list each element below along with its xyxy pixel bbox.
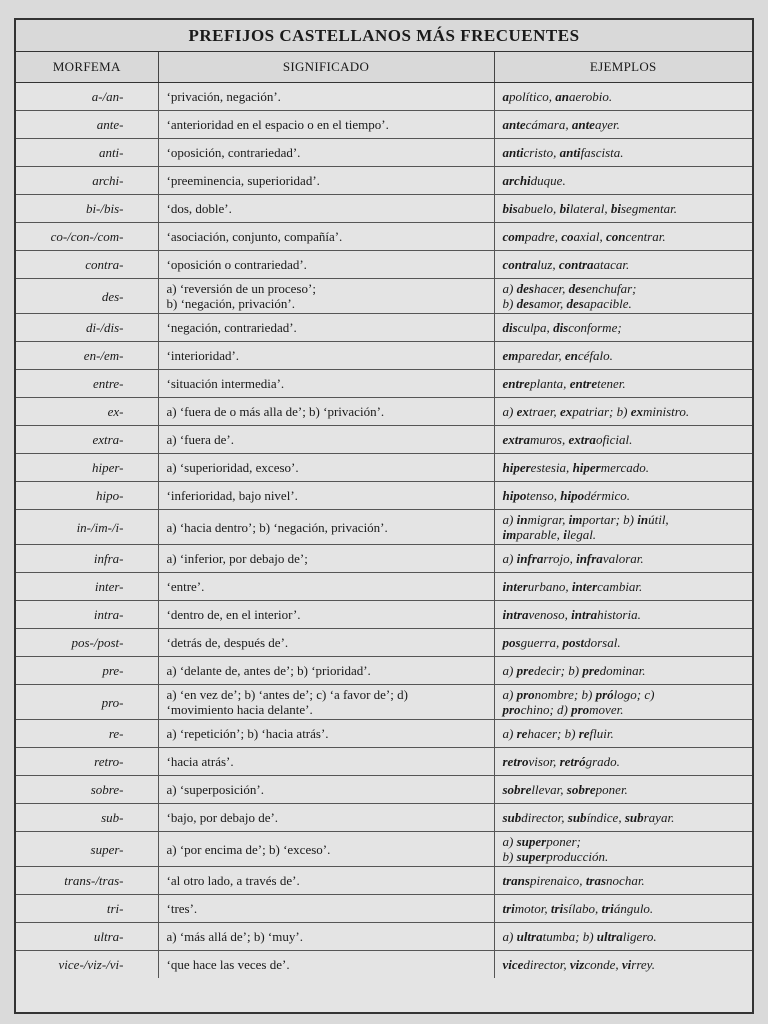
prefix-highlight: dis <box>553 320 569 335</box>
prefix-highlight: contra <box>502 257 538 272</box>
prefix-highlight: in <box>637 512 649 527</box>
significado-cell: ‘que hace las veces de’. <box>158 951 494 979</box>
ejemplos-cell: a) pronombre; b) prólogo; c) prochino; d) promover. <box>494 685 752 720</box>
table-row <box>16 804 752 832</box>
ejemplos-cell: a) rehacer; b) refluir. <box>494 720 752 748</box>
ejemplos-cell: a) inmigrar, importar; b) inútil, imparable, ilegal. <box>494 510 752 545</box>
table-row <box>16 748 752 776</box>
significado-cell: ‘dentro de, en el interior’. <box>158 601 494 629</box>
prefix-highlight: hiper <box>572 460 601 475</box>
ejemplos-cell: hipotenso, hipodérmico. <box>494 482 752 510</box>
table-row <box>16 482 752 510</box>
morfema-cell: di-/dis- <box>16 314 158 342</box>
morfema-cell: hipo- <box>16 482 158 510</box>
prefix-highlight: pró <box>595 687 614 702</box>
significado-cell: a) ‘inferior, por debajo de’; <box>158 545 494 573</box>
prefix-highlight: sobre <box>566 782 596 797</box>
morfema-cell: sub- <box>16 804 158 832</box>
prefix-highlight: bi <box>610 201 621 216</box>
morfema-cell: hiper- <box>16 454 158 482</box>
morfema-cell: tri- <box>16 895 158 923</box>
prefix-table <box>16 52 752 978</box>
significado-cell: a) ‘delante de, antes de’; b) ‘prioridad’. <box>158 657 494 685</box>
table-row <box>16 370 752 398</box>
table-row <box>16 139 752 167</box>
prefix-highlight: i <box>563 527 567 542</box>
prefix-highlight: infra <box>516 551 544 566</box>
morfema-cell: super- <box>16 832 158 867</box>
prefix-highlight: viz <box>569 957 585 972</box>
table-row <box>16 426 752 454</box>
table-row <box>16 111 752 139</box>
ejemplos-cell: bisabuelo, bilateral, bisegmentar. <box>494 195 752 223</box>
prefix-highlight: ex <box>516 404 529 419</box>
prefix-highlight: inter <box>502 579 528 594</box>
prefix-highlight: an <box>555 89 569 104</box>
significado-cell: a) ‘reversión de un proceso’; b) ‘negación, privación’. <box>158 279 494 314</box>
significado-cell: ‘situación intermedia’. <box>158 370 494 398</box>
significado-cell: ‘detrás de, después de’. <box>158 629 494 657</box>
table-row <box>16 685 752 720</box>
table-row <box>16 510 752 545</box>
ejemplos-cell: a) ultratumba; b) ultraligero. <box>494 923 752 951</box>
significado-cell: a) ‘superposición’. <box>158 776 494 804</box>
table-row <box>16 951 752 979</box>
prefix-highlight: extra <box>568 432 596 447</box>
prefix-highlight: sub <box>567 810 587 825</box>
header-ejemplos: EJEMPLOS <box>494 52 752 83</box>
prefix-highlight: extra <box>502 432 530 447</box>
ejemplos-cell: sobrellevar, sobreponer. <box>494 776 752 804</box>
prefix-highlight: retró <box>559 754 586 769</box>
ejemplos-cell: transpirenaico, trasnochar. <box>494 867 752 895</box>
morfema-cell: vice-/viz-/vi- <box>16 951 158 979</box>
prefix-highlight: ultra <box>596 929 623 944</box>
morfema-cell: ante- <box>16 111 158 139</box>
ejemplos-cell: retrovisor, retrógrado. <box>494 748 752 776</box>
prefix-highlight: pro <box>571 702 590 717</box>
prefix-highlight: des <box>566 296 584 311</box>
morfema-cell: en-/em- <box>16 342 158 370</box>
prefix-highlight: co <box>561 229 574 244</box>
prefix-highlight: con <box>606 229 626 244</box>
ejemplos-cell: a) predecir; b) predominar. <box>494 657 752 685</box>
table-row <box>16 454 752 482</box>
prefix-highlight: re <box>516 726 528 741</box>
significado-cell: ‘inferioridad, bajo nivel’. <box>158 482 494 510</box>
ejemplos-cell: contraluz, contraatacar. <box>494 251 752 279</box>
ejemplos-cell: interurbano, intercambiar. <box>494 573 752 601</box>
prefix-highlight: contra <box>558 257 594 272</box>
table-row <box>16 867 752 895</box>
prefix-highlight: en <box>564 348 578 363</box>
significado-cell: a) ‘en vez de’; b) ‘antes de’; c) ‘a favor de’; d) ‘movimiento hacia delante’. <box>158 685 494 720</box>
prefix-highlight: vice <box>502 957 524 972</box>
morfema-cell: intra- <box>16 601 158 629</box>
significado-cell: ‘dos, doble’. <box>158 195 494 223</box>
morfema-cell: archi- <box>16 167 158 195</box>
ejemplos-cell: a) extraer, expatriar; b) exministro. <box>494 398 752 426</box>
ejemplos-cell: posguerra, postdorsal. <box>494 629 752 657</box>
ejemplos-cell: subdirector, subíndice, subrayar. <box>494 804 752 832</box>
significado-cell: ‘privación, negación’. <box>158 83 494 111</box>
morfema-cell: re- <box>16 720 158 748</box>
table-row <box>16 923 752 951</box>
table-row <box>16 832 752 867</box>
prefix-highlight: tri <box>550 901 564 916</box>
morfema-cell: ultra- <box>16 923 158 951</box>
significado-cell: ‘al otro lado, a través de’. <box>158 867 494 895</box>
prefix-highlight: anti <box>502 145 524 160</box>
significado-cell: a) ‘más allá de’; b) ‘muy’. <box>158 923 494 951</box>
document-page <box>14 18 754 1014</box>
prefix-highlight: tri <box>601 901 614 916</box>
morfema-cell: contra- <box>16 251 158 279</box>
prefix-highlight: in <box>516 512 528 527</box>
prefix-highlight: entre <box>502 376 530 391</box>
ejemplos-cell: vicedirector, vizconde, virrey. <box>494 951 752 979</box>
morfema-cell: bi-/bis- <box>16 195 158 223</box>
morfema-cell: pre- <box>16 657 158 685</box>
prefix-highlight: hipo <box>502 488 527 503</box>
ejemplos-cell: extramuros, extraoficial. <box>494 426 752 454</box>
table-row <box>16 629 752 657</box>
morfema-cell: trans-/tras- <box>16 867 158 895</box>
table-row <box>16 83 752 111</box>
prefix-highlight: pro <box>502 702 521 717</box>
prefix-highlight: a <box>502 89 509 104</box>
table-row <box>16 895 752 923</box>
prefix-highlight: des <box>568 281 586 296</box>
significado-cell: ‘oposición o contrariedad’. <box>158 251 494 279</box>
significado-cell: ‘bajo, por debajo de’. <box>158 804 494 832</box>
prefix-highlight: post <box>562 635 585 650</box>
morfema-cell: pro- <box>16 685 158 720</box>
header-morfema: MORFEMA <box>16 52 158 83</box>
morfema-cell: pos-/post- <box>16 629 158 657</box>
prefix-highlight: pre <box>582 663 600 678</box>
morfema-cell: co-/con-/com- <box>16 223 158 251</box>
significado-cell: ‘asociación, conjunto, compañía’. <box>158 223 494 251</box>
prefix-highlight: dis <box>502 320 518 335</box>
significado-cell: ‘tres’. <box>158 895 494 923</box>
table-row <box>16 251 752 279</box>
table-row <box>16 398 752 426</box>
prefix-highlight: intra <box>571 607 598 622</box>
prefix-highlight: super <box>516 834 547 849</box>
table-row <box>16 657 752 685</box>
morfema-cell: des- <box>16 279 158 314</box>
morfema-cell: a-/an- <box>16 83 158 111</box>
ejemplos-cell: emparedar, encéfalo. <box>494 342 752 370</box>
ejemplos-cell: a) deshacer, desenchufar; b) desamor, desapacible. <box>494 279 752 314</box>
ejemplos-cell: trimotor, trisílabo, triángulo. <box>494 895 752 923</box>
prefix-highlight: entre <box>569 376 598 391</box>
morfema-cell: in-/im-/i- <box>16 510 158 545</box>
header-significado: SIGNIFICADO <box>158 52 494 83</box>
prefix-highlight: retro <box>502 754 529 769</box>
prefix-highlight: pro <box>516 687 535 702</box>
prefix-highlight: archi <box>502 173 531 188</box>
ejemplos-cell: disculpa, disconforme; <box>494 314 752 342</box>
prefix-highlight: im <box>502 527 517 542</box>
prefix-highlight: tras <box>585 873 607 888</box>
significado-cell: a) ‘superioridad, exceso’. <box>158 454 494 482</box>
prefix-highlight: des <box>516 281 534 296</box>
table-row <box>16 601 752 629</box>
ejemplos-cell: compadre, coaxial, concentrar. <box>494 223 752 251</box>
morfema-cell: infra- <box>16 545 158 573</box>
prefix-highlight: intra <box>502 607 529 622</box>
prefix-highlight: sobre <box>502 782 532 797</box>
table-row <box>16 720 752 748</box>
header-row <box>16 52 752 83</box>
prefix-highlight: hiper <box>502 460 531 475</box>
significado-cell: ‘preeminencia, superioridad’. <box>158 167 494 195</box>
prefix-highlight: em <box>502 348 519 363</box>
significado-cell: ‘anterioridad en el espacio o en el tiempo’. <box>158 111 494 139</box>
table-body <box>16 83 752 979</box>
ejemplos-cell: anticristo, antifascista. <box>494 139 752 167</box>
prefix-highlight: sub <box>502 810 522 825</box>
significado-cell: ‘negación, contrariedad’. <box>158 314 494 342</box>
ejemplos-cell: intravenoso, intrahistoria. <box>494 601 752 629</box>
ejemplos-cell: hiperestesia, hipermercado. <box>494 454 752 482</box>
prefix-highlight: sub <box>624 810 644 825</box>
prefix-highlight: ex <box>630 404 643 419</box>
table-row <box>16 573 752 601</box>
prefix-highlight: tri <box>502 901 515 916</box>
prefix-highlight: bi <box>559 201 570 216</box>
prefix-highlight: re <box>578 726 590 741</box>
morfema-cell: inter- <box>16 573 158 601</box>
ejemplos-cell: apolítico, anaerobio. <box>494 83 752 111</box>
prefix-highlight: inter <box>571 579 598 594</box>
significado-cell: a) ‘fuera de’. <box>158 426 494 454</box>
morfema-cell: ex- <box>16 398 158 426</box>
prefix-highlight: ultra <box>516 929 543 944</box>
significado-cell: a) ‘fuera de o más alla de’; b) ‘privación’. <box>158 398 494 426</box>
ejemplos-cell: a) superponer; b) superproducción. <box>494 832 752 867</box>
table-row <box>16 342 752 370</box>
prefix-highlight: hipo <box>560 488 585 503</box>
table-row <box>16 314 752 342</box>
prefix-highlight: trans <box>502 873 530 888</box>
morfema-cell: retro- <box>16 748 158 776</box>
ejemplos-cell: a) infrarrojo, infravalorar. <box>494 545 752 573</box>
table-row <box>16 279 752 314</box>
prefix-highlight: com <box>502 229 525 244</box>
significado-cell: a) ‘por encima de’; b) ‘exceso’. <box>158 832 494 867</box>
prefix-highlight: infra <box>576 551 603 566</box>
prefix-highlight: super <box>516 849 547 864</box>
table-row <box>16 195 752 223</box>
prefix-highlight: ante <box>502 117 526 132</box>
prefix-highlight: im <box>568 512 583 527</box>
prefix-highlight: pre <box>516 663 534 678</box>
morfema-cell: extra- <box>16 426 158 454</box>
significado-cell: ‘oposición, contrariedad’. <box>158 139 494 167</box>
significado-cell: ‘hacia atrás’. <box>158 748 494 776</box>
table-row <box>16 223 752 251</box>
table-row <box>16 545 752 573</box>
prefix-highlight: ante <box>571 117 595 132</box>
prefix-highlight: anti <box>559 145 581 160</box>
ejemplos-cell: archiduque. <box>494 167 752 195</box>
ejemplos-cell: antecámara, anteayer. <box>494 111 752 139</box>
table-row <box>16 776 752 804</box>
morfema-cell: entre- <box>16 370 158 398</box>
morfema-cell: anti- <box>16 139 158 167</box>
significado-cell: ‘entre’. <box>158 573 494 601</box>
table-title: PREFIJOS CASTELLANOS MÁS FRECUENTES <box>16 20 752 52</box>
prefix-highlight: ex <box>559 404 573 419</box>
table-row <box>16 167 752 195</box>
prefix-highlight: pos <box>502 635 521 650</box>
ejemplos-cell: entreplanta, entretener. <box>494 370 752 398</box>
prefix-highlight: bis <box>502 201 518 216</box>
prefix-highlight: vi <box>621 957 632 972</box>
significado-cell: a) ‘hacia dentro’; b) ‘negación, privación’. <box>158 510 494 545</box>
significado-cell: a) ‘repetición’; b) ‘hacia atrás’. <box>158 720 494 748</box>
significado-cell: ‘interioridad’. <box>158 342 494 370</box>
morfema-cell: sobre- <box>16 776 158 804</box>
prefix-highlight: des <box>516 296 534 311</box>
